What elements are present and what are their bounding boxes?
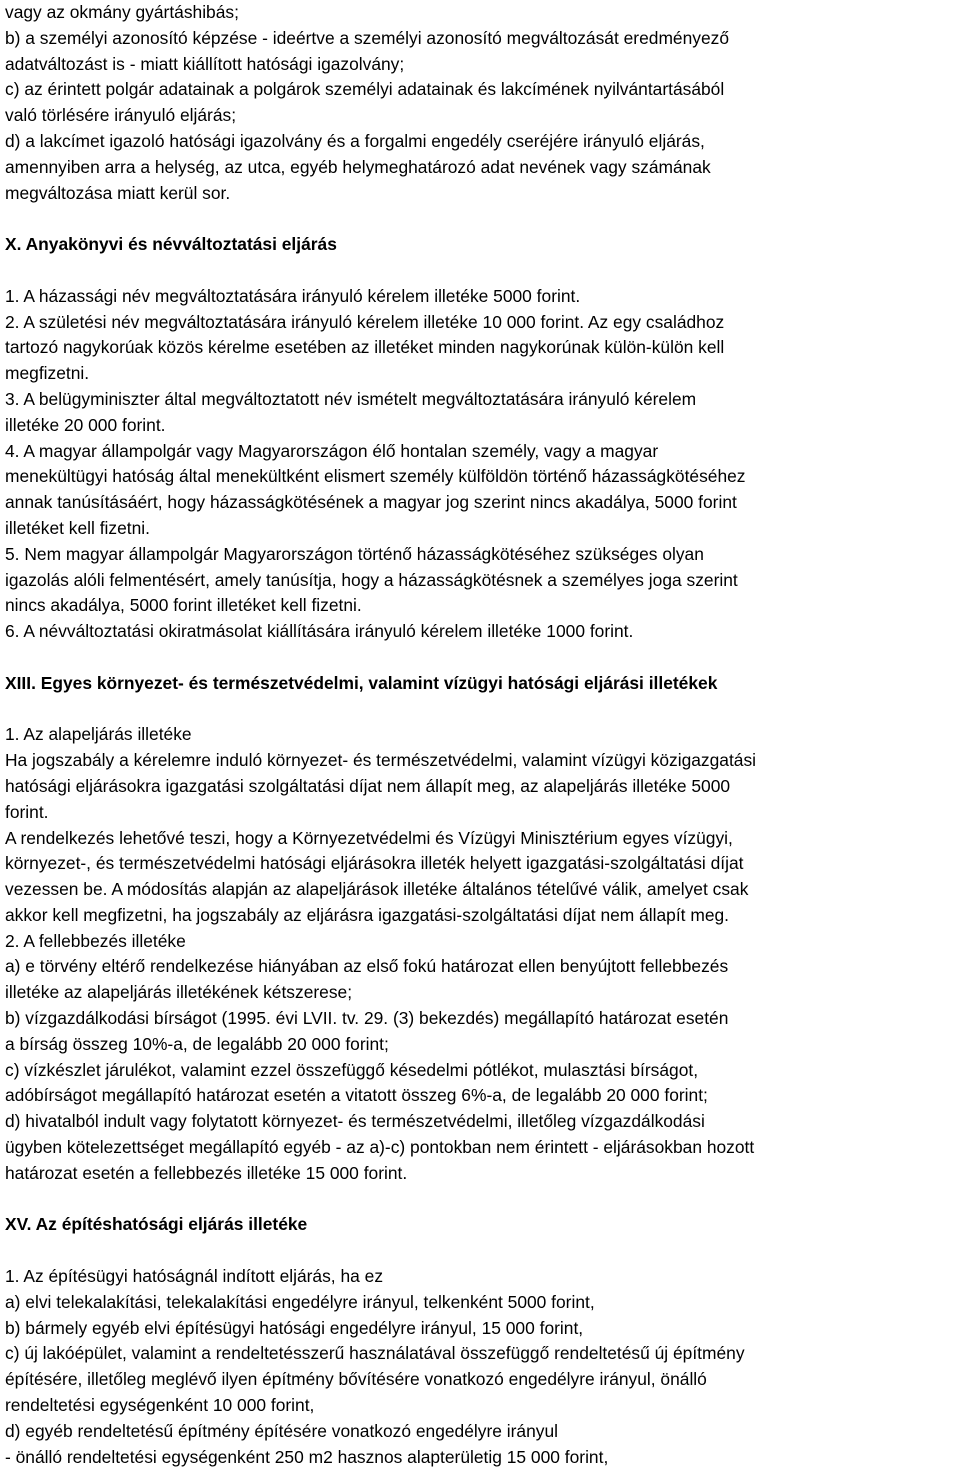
text-line: d) hivatalból indult vagy folytatott környezet- és természetvédelmi, illetőleg vízgazdálkodási [5, 1111, 705, 1132]
text-line: való törlésére irányuló eljárás; [5, 105, 237, 126]
text-line: hatósági eljárásokra igazgatási szolgáltatási díjat nem állapít meg, az alapeljárás illetéke 5000 [5, 775, 731, 796]
heading-text: XV. Az építéshatósági eljárás illetéke [5, 1214, 308, 1235]
text-line: illetéket kell fizetni. [5, 517, 150, 538]
text-line: 1. A házassági név megváltoztatására irányuló kérelem illetéke 5000 forint. [5, 285, 581, 306]
text-line: c) új lakóépület, valamint a rendeltetésszerű használatával összefüggő rendeltetésű új építmény [5, 1343, 745, 1364]
paragraph-spacer [5, 645, 960, 671]
text-line: forint. [5, 801, 49, 822]
paragraph-spacer [5, 1238, 960, 1264]
text-line: - önálló rendeltetési egységenként 250 m2 hasznos alapterületig 15 000 forint, [5, 1446, 609, 1467]
text-paragraph [5, 0, 960, 206]
text-line: akkor kell megfizetni, ha jogszabály az eljárásra igazgatási-szolgáltatási díjat nem állapít meg. [5, 904, 730, 925]
text-line: adatváltozást is - miatt kiállított hatósági igazolvány; [5, 53, 405, 74]
section-heading [5, 1212, 960, 1238]
text-paragraph [5, 722, 960, 1186]
text-line: 1. Az alapeljárás illetéke [5, 724, 192, 745]
text-line: illetéke 20 000 forint. [5, 414, 166, 435]
text-line: rendeltetési egységenként 10 000 forint, [5, 1395, 315, 1416]
text-paragraph [5, 284, 960, 645]
text-line: 5. Nem magyar állampolgár Magyarországon történő házasságkötéséhez szükséges olyan [5, 543, 704, 564]
text-line: amennyiben arra a helység, az utca, egyéb helymeghatározó adat nevének vagy számának [5, 156, 711, 177]
text-paragraph [5, 1264, 960, 1470]
text-line: vezessen be. A módosítás alapján az alapeljárások illetéke általános tételűvé válik, amelyet csak [5, 879, 749, 900]
text-line: vagy az okmány gyártáshibás; [5, 2, 239, 22]
heading-text: X. Anyakönyvi és névváltoztatási eljárás [5, 234, 337, 255]
text-line: 4. A magyar állampolgár vagy Magyarországon élő hontalan személy, vagy a magyar [5, 440, 659, 461]
text-line: igazolás alóli felmentésért, amely tanúsítja, hogy a házasságkötésnek a személyes joga szerint [5, 569, 738, 590]
text-line: b) bármely egyéb elvi építésügyi hatósági engedélyre irányul, 15 000 forint, [5, 1317, 584, 1338]
text-line: 1. Az építésügyi hatóságnál indított eljárás, ha ez [5, 1266, 384, 1287]
text-line: a) elvi telekalakítási, telekalakítási engedélyre irányul, telkenként 5000 forint, [5, 1291, 595, 1312]
text-line: környezet-, és természetvédelmi hatósági eljárásokra illeték helyett igazgatási-szolgáltatási díjat [5, 853, 744, 874]
text-line: tartozó nagykorúak közös kérelme esetében az illetéket minden nagykorúnak külön-külön kell [5, 337, 725, 358]
text-line: Ha jogszabály a kérelemre induló környezet- és természetvédelmi, valamint vízügyi közigazgatási [5, 750, 757, 771]
text-line: b) vízgazdálkodási bírságot (1995. évi LVII. tv. 29. (3) bekezdés) megállapító határozat esetén [5, 1008, 729, 1029]
heading-text: XIII. Egyes környezet- és természetvédelmi, valamint vízügyi hatósági eljárási illetékek [5, 672, 718, 693]
paragraph-spacer [5, 697, 960, 723]
text-line: 2. A születési név megváltoztatására irányuló kérelem illetéke 10 000 forint. Az egy családhoz [5, 311, 725, 332]
text-line: 3. A belügyminiszter által megváltoztatott név ismételt megváltoztatására irányuló kérelem [5, 388, 697, 409]
text-line: építésére, illetőleg meglévő ilyen építmény bővítésére vonatkozó engedélyre irányul, önálló [5, 1369, 707, 1390]
text-line: A rendelkezés lehetővé teszi, hogy a Környezetvédelmi és Vízügyi Minisztérium egyes vízügyi, [5, 827, 733, 848]
paragraph-spacer [5, 206, 960, 232]
text-line: c) az érintett polgár adatainak a polgárok személyi adatainak és lakcímének nyilvántartásából [5, 79, 725, 100]
text-line: d) a lakcímet igazoló hatósági igazolvány és a forgalmi engedély cseréjére irányuló eljárás, [5, 130, 705, 151]
text-line: c) vízkészlet járulékot, valamint ezzel összefüggő késedelmi pótlékot, mulasztási bírságot, [5, 1059, 699, 1080]
section-heading [5, 671, 960, 697]
paragraph-spacer [5, 258, 960, 284]
text-line: b) a személyi azonosító képzése - ideértve a személyi azonosító megváltozását eredményező [5, 27, 730, 48]
text-line: annak tanúsításáért, hogy házasságkötésének a magyar jog szerint nincs akadálya, 5000 forint [5, 492, 737, 513]
text-line: a) e törvény eltérő rendelkezése hiányában az első fokú határozat ellen benyújtott fellebbezés [5, 956, 729, 977]
text-line: megfizetni. [5, 363, 90, 384]
section-heading [5, 232, 960, 258]
text-line: 2. A fellebbezés illetéke [5, 930, 186, 951]
paragraph-spacer [5, 1187, 960, 1213]
text-line: d) egyéb rendeltetésű építmény építésére vonatkozó engedélyre irányul [5, 1420, 558, 1441]
text-line: a bírság összeg 10%-a, de legalább 20 000 forint; [5, 1033, 389, 1054]
text-line: adóbírságot megállapító határozat esetén a vitatott összeg 6%-a, de legalább 20 000 forint; [5, 1085, 708, 1106]
text-line: 6. A névváltoztatási okiratmásolat kiállítására irányuló kérelem illetéke 1000 forint. [5, 621, 634, 642]
text-line: megváltozása miatt kerül sor. [5, 182, 231, 203]
text-line: nincs akadálya, 5000 forint illetéket kell fizetni. [5, 595, 362, 616]
text-line: illetéke az alapeljárás illetékének kétszerese; [5, 982, 353, 1003]
text-line: ügyben kötelezettséget megállapító egyéb - az a)-c) pontokban nem érintett - eljárásokban hozott [5, 1137, 755, 1158]
text-line: menekültügyi hatóság által menekültként elismert személy külföldön történő házasságkötéséhez [5, 466, 746, 487]
text-line: határozat esetén a fellebbezés illetéke 15 000 forint. [5, 1162, 408, 1183]
